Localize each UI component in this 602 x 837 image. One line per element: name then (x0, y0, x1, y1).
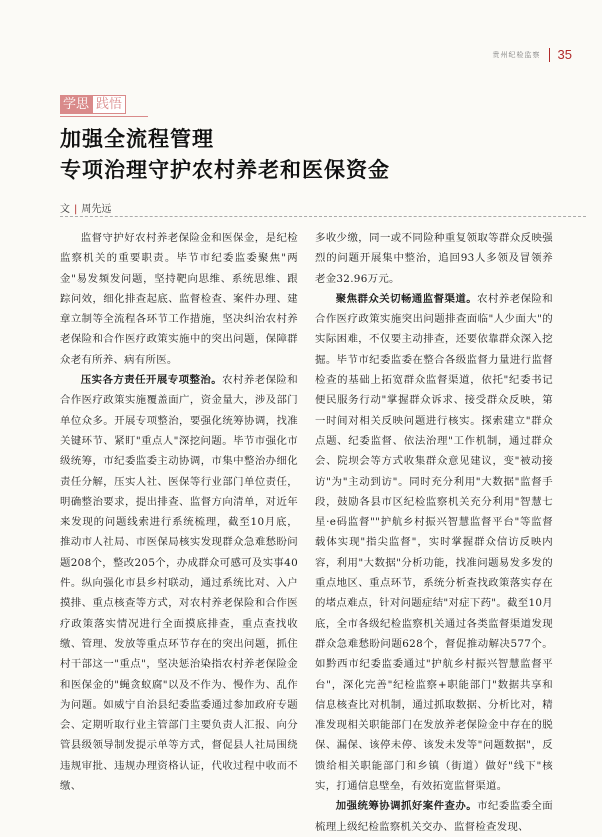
column-tag-part2: 践悟 (92, 95, 126, 114)
running-header (493, 47, 572, 62)
column-tag-part1: 学思 (60, 95, 92, 114)
paragraph (315, 228, 553, 289)
byline-separator: | (74, 204, 78, 215)
page-number: 35 (557, 47, 572, 62)
paragraph (315, 796, 553, 837)
byline-label: 文 (60, 204, 70, 215)
paragraph (60, 228, 298, 370)
paragraph-lead: 压实各方责任开展专项整治。 (80, 374, 223, 387)
paragraph-text: 市纪委监委全面梳理上级纪检监察机关交办、监督检查发现、 (315, 800, 553, 833)
title-line-2: 专项治理守护农村养老和医保资金 (60, 158, 390, 182)
paragraph (315, 289, 553, 796)
right-column (315, 228, 553, 837)
title-divider (60, 216, 586, 218)
column-tag (60, 95, 126, 114)
left-column (60, 228, 298, 796)
magazine-name: 贵州纪检监察 (492, 50, 541, 59)
paragraph-text: 农村养老保险和合作医疗政策实施覆盖面广，资金量大，涉及部门单位众多。开展专项整治，要强化统筹协调，找准关键环节、紧盯"重点人"深挖问题。毕节市强化市级统筹，市纪委监委主动协调，市集中整治办细化责任分解，压实人社、医保等行业部门单位责任，明确整治要求，提出排查、监督方向清单，对近年来发现的问题线索进行系统梳理，截至10月底，推动市人社局、市医保局核实发现群众急难愁盼问题208个，整改205个，办成群众可感可及实事40件。纵向强化市县乡村联动，通过系统比对、入户摸排、重点核查等方式，对农村养老保险和合作医疗政策落实情况进行全面摸底排查，重点查找收缴、管理、发放等重点环节存在的突出问题，抓住村干部这一"重点"，坚决惩治染指农村养老保险金和医保金的"蝇贪蚁腐"以及不作为、慢作为、乱作为问题。如威宁自治县纪委监委通过参加政府专题会、定期听取行业主管部门主要负责人汇报、向分管县级领导制发提示单等方式，督促县人社局围绕违规审批、违规办理资格认证，代收过程中收而不缴、 (60, 374, 298, 793)
byline (60, 200, 111, 215)
paragraph-lead: 聚焦群众关切畅通监督渠道。 (335, 292, 478, 305)
paragraph-text: 多收少缴，同一或不同险种重复领取等群众反映强烈的问题开展集中整治，追回93人多领及冒领养老金32.96万元。 (315, 232, 553, 285)
paragraph-text: 农村养老保险和合作医疗政策实施突出问题排查面临"人少面大"的实际困难，不仅要主动排查，还要依靠群众深入挖掘。毕节市纪委监委在整合各级监督力量进行监督检查的基础上拓宽群众监督渠道，依托"纪委书记便民服务行动"掌握群众诉求、接受群众反映，第一时间对相关反映问题进行核实。探索建立"群众点题、纪委监督、依法治理"工作机制，通过群众会、院坝会等方式收集群众意见建议，变"被动接访"为"主动到访"。同时充分利用"大数据"监督手段，鼓励各县市区纪检监察机关充分利用"智慧七星·e码监督""护航乡村振兴智慧监督平台"等监督载体实现"指尖监督"，实时掌握群众信访反映内容，利用"大数据"分析功能，找准问题易发多发的重点地区、重点环节，系统分析查找政策落实存在的堵点难点，针对问题症结"对症下药"。截至10月底，全市各级纪检监察机关通过各类监督渠道发现群众急难愁盼问题628个，督促推动解决577个。如黔西市纪委监委通过"护航乡村振兴智慧监督平台"，深化完善"纪检监察+职能部门"数据共享和信息核查比对机制，通过抓取数据、分析比对，精准发现相关职能部门在发放养老保险金中存在的脱保、漏保、该停未停、该发未发等"问题数据"，反馈给相关职能部门和乡镇（街道）做好"线下"核实，打通信息壁垒，有效拓宽监督渠道。 (315, 292, 553, 793)
byline-author: 周先远 (81, 204, 112, 215)
header-divider (549, 48, 550, 62)
column-tag-underline (60, 116, 148, 117)
paragraph-lead: 加强统筹协调抓好案件查办。 (335, 800, 478, 813)
article-title (60, 124, 390, 186)
title-line-1: 加强全流程管理 (60, 127, 214, 151)
paragraph (60, 370, 298, 796)
paragraph-text: 监督守护好农村养老保险金和医保金，是纪检监察机关的重要职责。毕节市纪委监委聚焦"两金"易发频发问题，坚持靶向思维、系统思维、跟踪问效，细化排查起底、监督检查、案件办理、建章立制等全流程各环节工作措施，坚决纠治农村养老保险和合作医疗政策实施中的突出问题，保障群众老有所养、病有所医。 (60, 232, 298, 366)
